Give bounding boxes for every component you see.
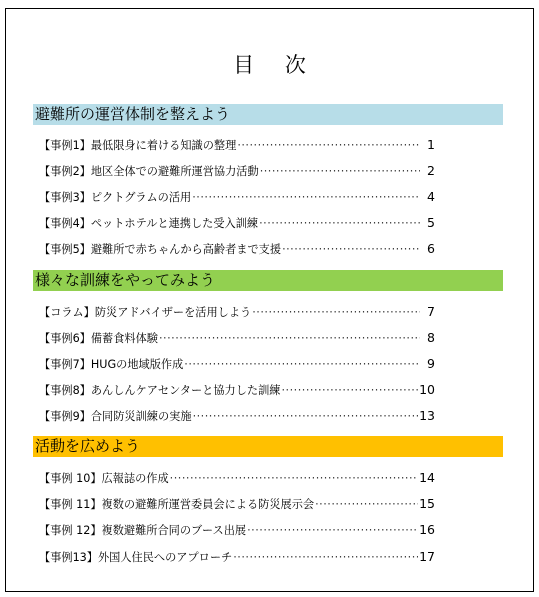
toc-entry[interactable] xyxy=(39,522,435,538)
entry-page-number: 4 xyxy=(427,189,435,204)
entry-label: 【事例 10】広報誌の作成 xyxy=(39,472,169,485)
dot-leader xyxy=(315,497,418,513)
entry-page-number: 8 xyxy=(427,330,435,345)
toc-entry[interactable] xyxy=(39,189,435,205)
entry-page-number: 14 xyxy=(419,470,435,485)
toc-entry[interactable] xyxy=(39,356,435,372)
entry-page-number: 2 xyxy=(427,163,435,178)
entry-label: 【事例13】外国人住民へのアプローチ xyxy=(39,551,233,564)
dot-leader xyxy=(282,383,419,399)
entry-label: 【事例4】ペットホテルと連携した受入訓練 xyxy=(39,217,259,230)
entry-label: 【事例1】最低限身に着ける知識の整理 xyxy=(39,139,237,152)
dot-leader xyxy=(237,138,420,154)
dot-leader xyxy=(282,242,420,258)
entry-page-number: 6 xyxy=(427,241,435,256)
toc-entry[interactable] xyxy=(39,304,435,320)
dot-leader xyxy=(260,164,420,180)
entry-label: 【事例8】あんしんケアセンターと協力した訓練 xyxy=(39,384,281,397)
dot-leader xyxy=(247,523,418,539)
section-heading-outreach: 活動を広めよう xyxy=(33,436,503,457)
page-title: 目 次 xyxy=(233,53,318,77)
toc-entry[interactable] xyxy=(39,408,435,424)
toc-entry[interactable] xyxy=(39,382,435,398)
entry-page-number: 1 xyxy=(427,137,435,152)
toc-entry[interactable] xyxy=(39,163,435,179)
entry-label: 【コラム】防災アドバイザーを活用しよう xyxy=(39,306,252,319)
toc-entry[interactable] xyxy=(39,470,435,486)
entry-label: 【事例3】ピクトグラムの活用 xyxy=(39,191,192,204)
toc-page xyxy=(5,8,534,592)
toc-entry[interactable] xyxy=(39,330,435,346)
entry-label: 【事例9】合同防災訓練の実施 xyxy=(39,410,192,423)
entry-page-number: 9 xyxy=(427,356,435,371)
entry-label: 【事例6】備蓄食料体験 xyxy=(39,332,158,345)
entry-label: 【事例 11】複数の避難所運営委員会による防災展示会 xyxy=(39,498,315,511)
entry-page-number: 15 xyxy=(419,496,435,511)
dot-leader xyxy=(192,190,420,206)
entry-page-number: 7 xyxy=(427,304,435,319)
dot-leader xyxy=(193,409,419,425)
toc-entry[interactable] xyxy=(39,549,435,565)
entry-page-number: 10 xyxy=(419,382,435,397)
dot-leader xyxy=(170,471,418,487)
dot-leader xyxy=(159,331,420,347)
entry-label: 【事例2】地区全体での避難所運営協力活動 xyxy=(39,165,259,178)
toc-entry[interactable] xyxy=(39,496,435,512)
section-heading-operation: 避難所の運営体制を整えよう xyxy=(33,104,503,125)
dot-leader xyxy=(233,550,418,566)
entry-page-number: 13 xyxy=(419,408,435,423)
dot-leader xyxy=(252,305,420,321)
toc-entry[interactable] xyxy=(39,241,435,257)
entry-label: 【事例 12】複数避難所合同のブース出展 xyxy=(39,524,247,537)
entry-page-number: 5 xyxy=(427,215,435,230)
dot-leader xyxy=(259,216,420,232)
dot-leader xyxy=(184,357,420,373)
entry-label: 【事例7】HUGの地域版作成 xyxy=(39,358,184,371)
entry-label: 【事例5】避難所で赤ちゃんから高齢者まで支援 xyxy=(39,243,282,256)
section-heading-training: 様々な訓練をやってみよう xyxy=(33,270,503,291)
toc-entry[interactable] xyxy=(39,215,435,231)
entry-page-number: 17 xyxy=(419,549,435,564)
toc-entry[interactable] xyxy=(39,137,435,153)
entry-page-number: 16 xyxy=(419,522,435,537)
